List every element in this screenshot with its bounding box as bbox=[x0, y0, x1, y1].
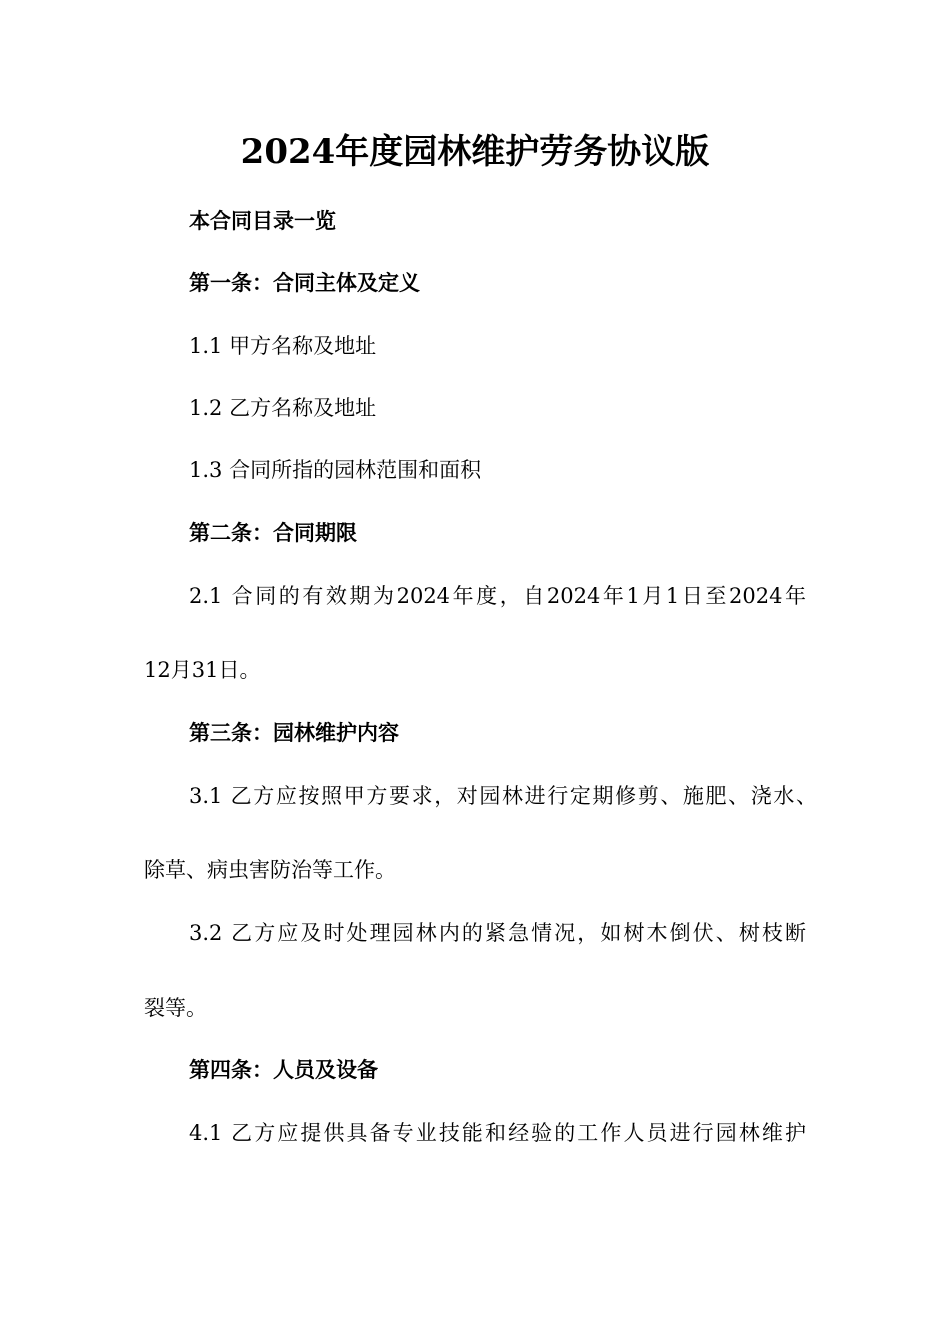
clause-2-1-line-1: 2.1 合同的有效期为2024年度，自2024年1月1日至2024年 bbox=[189, 584, 806, 608]
section-2-heading: 第二条：合同期限 bbox=[189, 521, 357, 545]
section-3-heading: 第三条：园林维护内容 bbox=[189, 721, 399, 745]
clause-2-1-line-2: 12月31日。 bbox=[144, 658, 261, 682]
section-4-heading: 第四条：人员及设备 bbox=[189, 1058, 378, 1082]
document-title: 2024年度园林维护劳务协议版 bbox=[240, 132, 710, 172]
clause-1-2: 1.2 乙方名称及地址 bbox=[189, 396, 377, 420]
clause-1-3: 1.3 合同所指的园林范围和面积 bbox=[189, 458, 482, 482]
clause-3-1-line-1: 3.1 乙方应按照甲方要求，对园林进行定期修剪、施肥、浇水、 bbox=[189, 784, 817, 808]
clause-3-1-line-2: 除草、病虫害防治等工作。 bbox=[144, 858, 396, 882]
clause-3-2-line-1: 3.2 乙方应及时处理园林内的紧急情况，如树木倒伏、树枝断 bbox=[189, 921, 806, 945]
clause-4-1-line-1: 4.1 乙方应提供具备专业技能和经验的工作人员进行园林维护 bbox=[189, 1121, 806, 1145]
section-1-heading: 第一条：合同主体及定义 bbox=[189, 271, 420, 295]
toc-heading: 本合同目录一览 bbox=[189, 209, 336, 233]
clause-1-1: 1.1 甲方名称及地址 bbox=[189, 334, 377, 358]
clause-3-2-line-2: 裂等。 bbox=[144, 996, 207, 1020]
